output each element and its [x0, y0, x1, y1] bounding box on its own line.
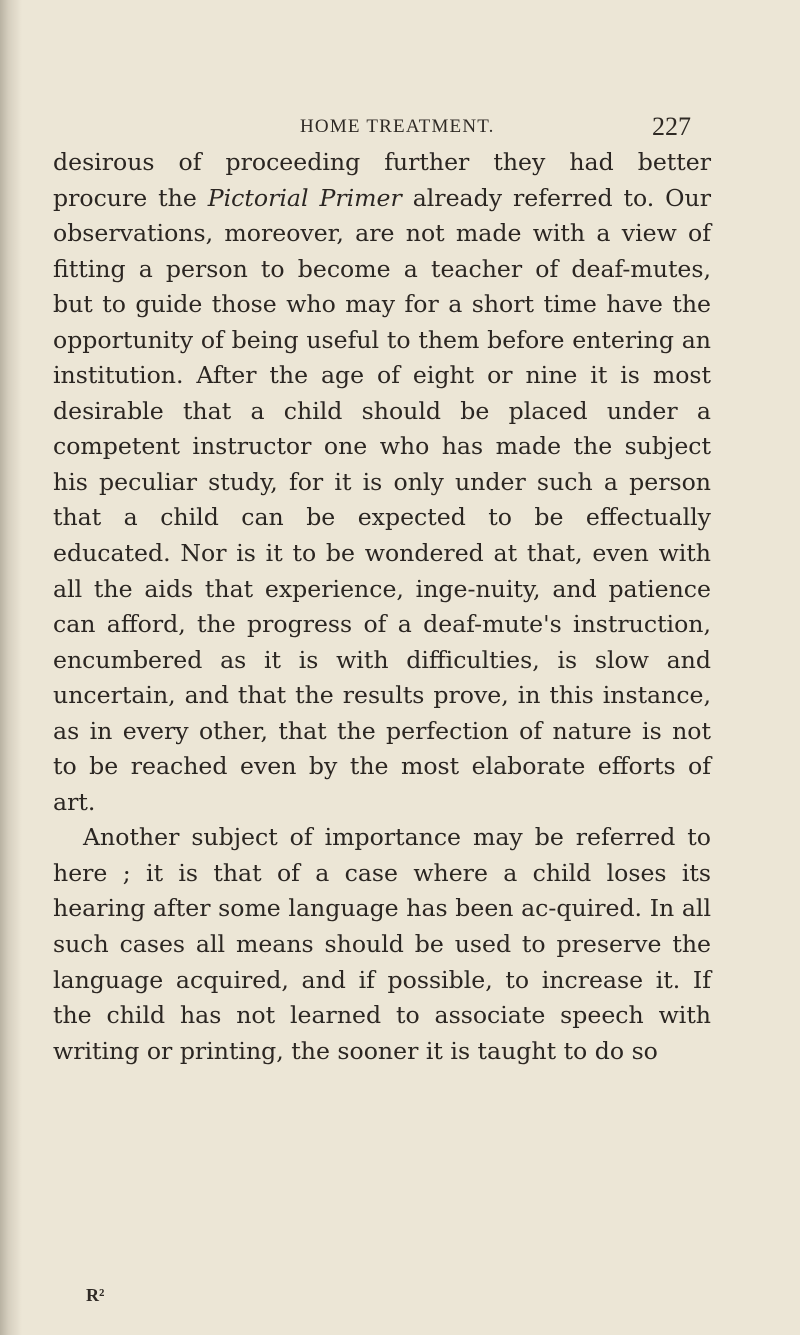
running-head [0, 112, 800, 142]
paragraph-1-part-1: desirous of proceeding further they had better procure the [53, 148, 711, 212]
page-number: 227 [652, 112, 691, 141]
running-head-title: HOME TREATMENT. [300, 116, 495, 137]
signature-mark: R² [86, 1285, 105, 1305]
paragraph-1 [53, 145, 711, 820]
page-edge-shadow [0, 0, 22, 1335]
book-title: Pictorial Primer [207, 183, 402, 212]
paragraph-1-part-2: already referred to. Our observations, moreover, are not made with a view of fitting a person to become a teacher of deaf-mutes, but to guide those who may for a short time have the opportunity of being useful to them before entering an institution. After the age of eight or nine it is most desirable that a child should be placed under a competent instructor one who has made the subject his peculiar study, for it is only under such a person that a child can be expected to be effectually educated. Nor is it to be wondered at that, even with all the aids that experience, inge-nuity, and patience can afford, the progress of a deaf-mute's instruction, encumbered as it is with difficulties, is slow and uncertain, and that the results prove, in this instance, as in every other, that the perfection of nature is not to be reached even by the most elaborate efforts of art. [53, 183, 711, 816]
paragraph-2: Another subject of importance may be referred to here ; it is that of a case where a child loses its hearing after some language has been ac-quired. In all such cases all means should be used to preserve the language acquired, and if possible, to increase it. If the child has not learned to associate speech with writing or printing, the sooner it is taught to do so [53, 823, 711, 1065]
body-text [53, 145, 711, 1069]
